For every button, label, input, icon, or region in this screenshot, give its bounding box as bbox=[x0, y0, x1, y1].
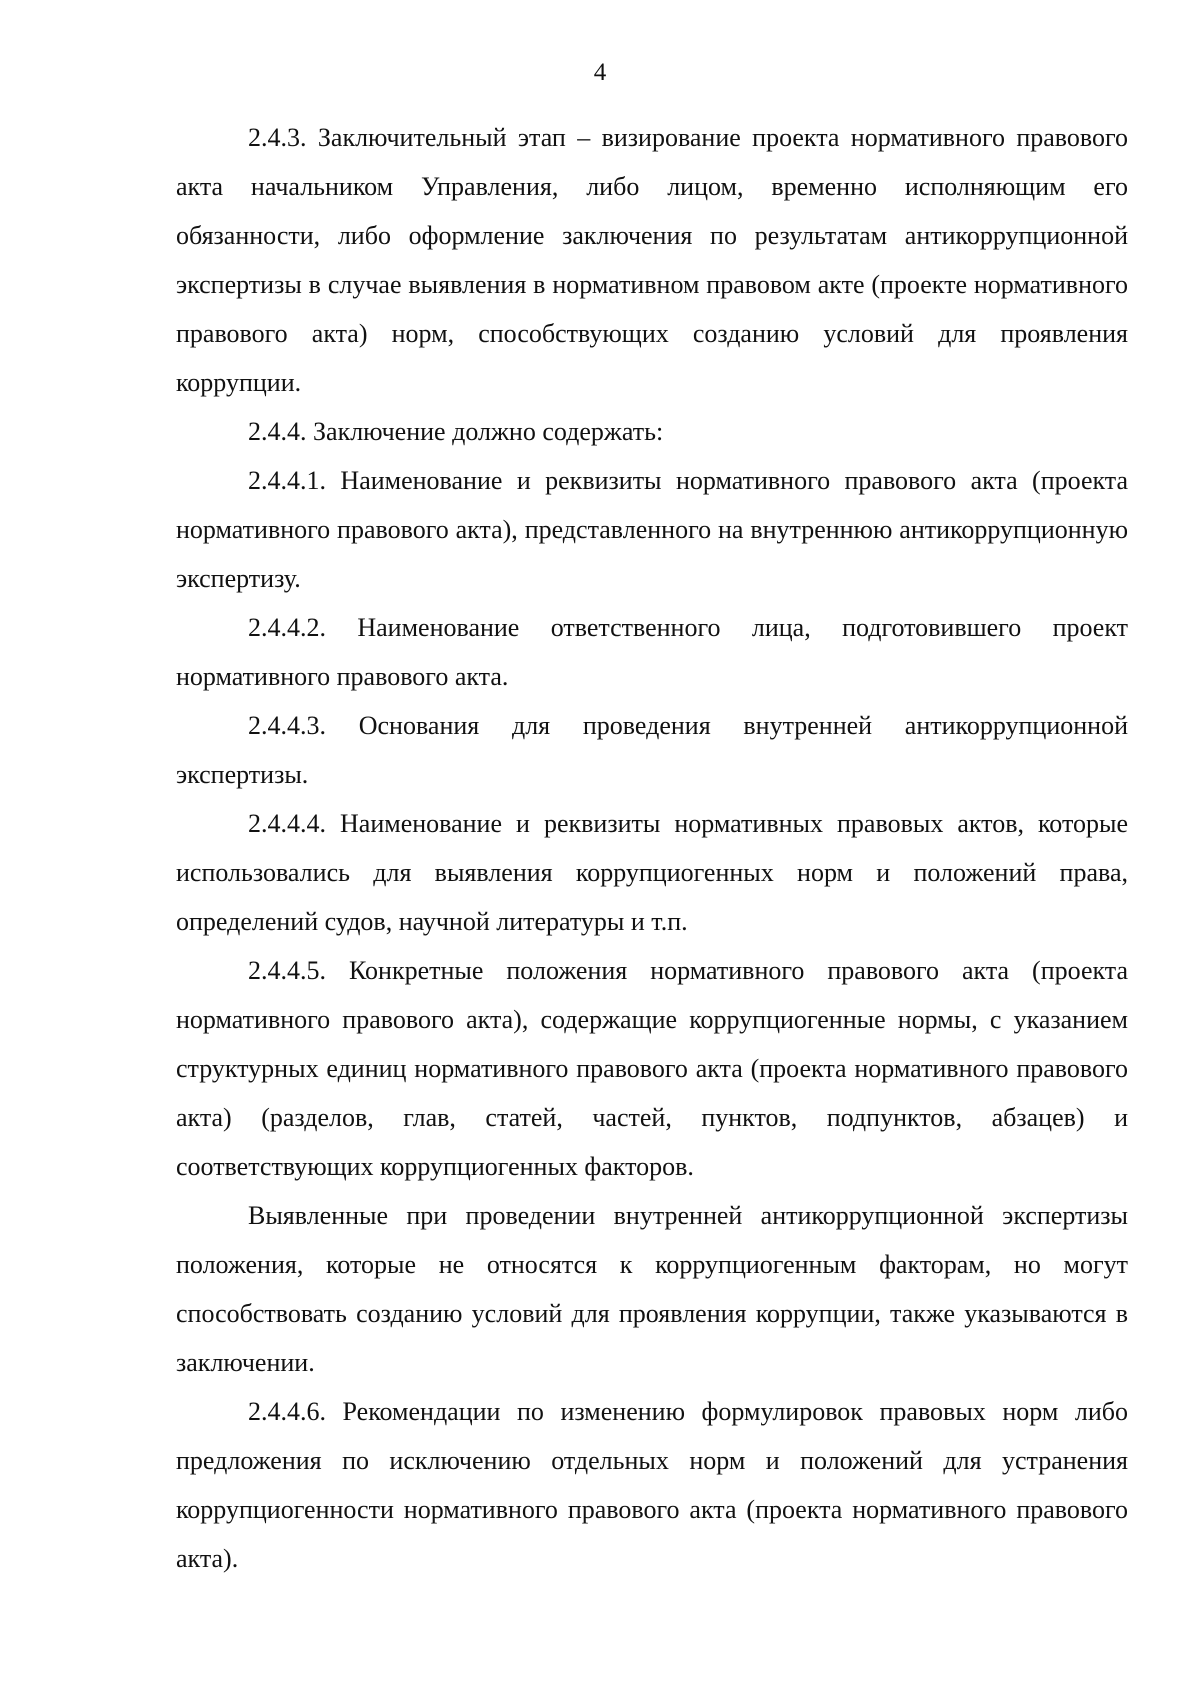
paragraph-2-4-4-6: 2.4.4.6. Рекомендации по изменению формулировок правовых норм либо предложения по исключению отдельных норм и положений для устранения коррупциогенности нормативного правового акта (проекта нормативного правового акта). bbox=[176, 1397, 1128, 1573]
document-body bbox=[176, 113, 1128, 1583]
paragraph-2-4-3: 2.4.3. Заключительный этап – визирование проекта нормативного правового акта начальником Управления, либо лицом, временно исполняющим его обязанности, либо оформление заключения по результатам антикоррупционной экспертизы в случае выявления в нормативном правовом акте (проекте нормативного правового акта) норм, способствующих созданию условий для проявления коррупции. bbox=[176, 123, 1128, 397]
paragraph-2-4-4-3: 2.4.4.3. Основания для проведения внутренней антикоррупционной экспертизы. bbox=[176, 711, 1128, 789]
paragraph-2-4-4-4: 2.4.4.4. Наименование и реквизиты нормативных правовых актов, которые использовались для выявления коррупциогенных норм и положений права, определений судов, научной литературы и т.п. bbox=[176, 809, 1128, 936]
paragraph-2-4-4: 2.4.4. Заключение должно содержать: bbox=[248, 417, 664, 446]
paragraph-2-4-4-2: 2.4.4.2. Наименование ответственного лица, подготовившего проект нормативного правового акта. bbox=[176, 613, 1128, 691]
paragraph-identified-provisions: Выявленные при проведении внутренней антикоррупционной экспертизы положения, которые не относятся к коррупциогенным факторам, но могут способствовать созданию условий для проявления коррупции, также указываются в заключении. bbox=[176, 1201, 1128, 1377]
paragraph-2-4-4-5: 2.4.4.5. Конкретные положения нормативного правового акта (проекта нормативного правового акта), содержащие коррупциогенные нормы, с указанием структурных единиц нормативного правового акта (проекта нормативного правового акта) (разделов, глав, статей, частей, пунктов, подпунктов, абзацев) и соответствующих коррупциогенных факторов. bbox=[176, 956, 1128, 1181]
paragraph-2-4-4-1: 2.4.4.1. Наименование и реквизиты нормативного правового акта (проекта нормативного правового акта), представленного на внутреннюю антикоррупционную экспертизу. bbox=[176, 466, 1128, 593]
page-number: 4 bbox=[593, 59, 607, 86]
